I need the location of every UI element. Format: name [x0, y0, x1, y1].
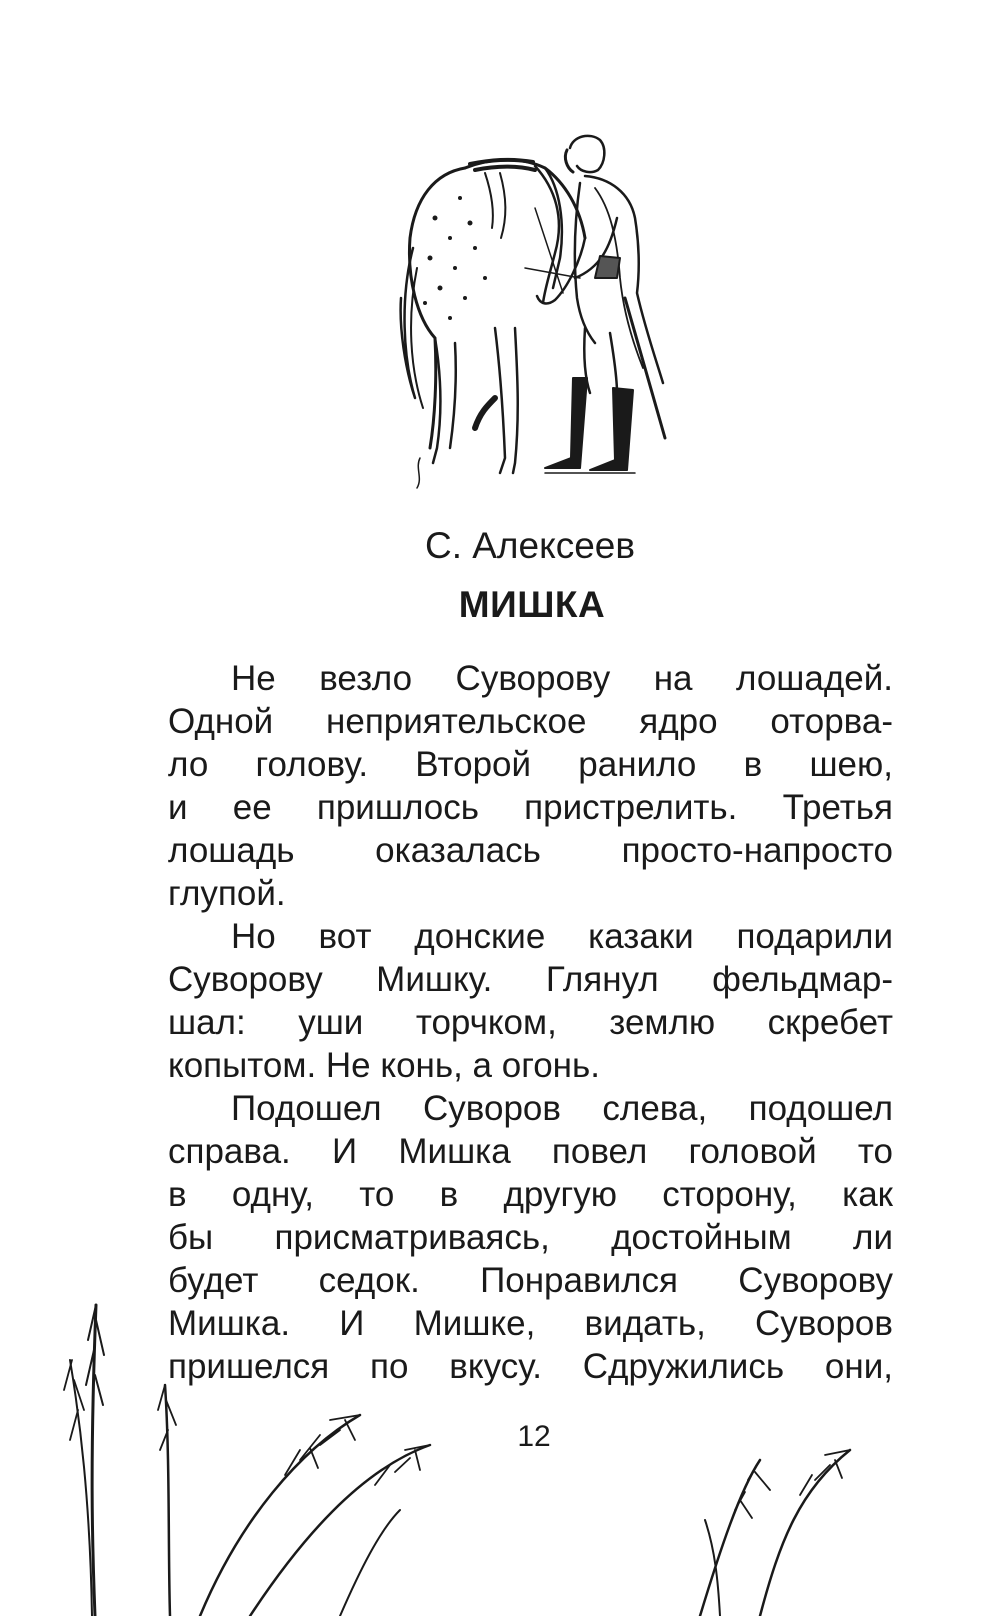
- text-line: будет седок. Понравился Суворову: [168, 1261, 893, 1300]
- text-line: пришелся по вкусу. Сдружились они,: [168, 1347, 893, 1386]
- text-line: Но вот донские казаки подарили: [231, 917, 893, 956]
- text-line: Мишка. И Мишке, видать, Суворов: [168, 1304, 893, 1343]
- page-number: 12: [517, 1420, 551, 1453]
- author-name: С. Алексеев: [424, 525, 636, 566]
- text-line: ло голову. Второй ранило в шею,: [168, 745, 893, 784]
- text-line: глупой.: [168, 874, 286, 913]
- horse-and-suvorov-illustration: [395, 128, 695, 503]
- text-line: Подошел Суворов слева, подошел: [231, 1089, 893, 1128]
- story-title: МИШКА: [458, 584, 606, 625]
- story-text: [168, 657, 893, 1388]
- text-line: лошадь оказалась просто-напросто: [168, 831, 893, 870]
- text-line: и ее пришлось пристрелить. Третья: [168, 788, 893, 827]
- text-line: в одну, то в другую сторону, как: [168, 1175, 893, 1214]
- text-line: справа. И Мишка повел головой то: [168, 1132, 893, 1171]
- text-line: Не везло Суворову на лошадей.: [231, 659, 893, 698]
- text-line: Суворову Мишку. Глянул фельдмар-: [168, 960, 893, 999]
- text-line: бы присматриваясь, достойным ли: [168, 1218, 893, 1257]
- grass-illustration: [0, 1300, 1000, 1616]
- text-line: копытом. Не конь, а огонь.: [168, 1046, 600, 1085]
- text-line: шал: уши торчком, землю скребет: [168, 1003, 893, 1042]
- text-line: Одной неприятельское ядро оторва-: [168, 702, 893, 741]
